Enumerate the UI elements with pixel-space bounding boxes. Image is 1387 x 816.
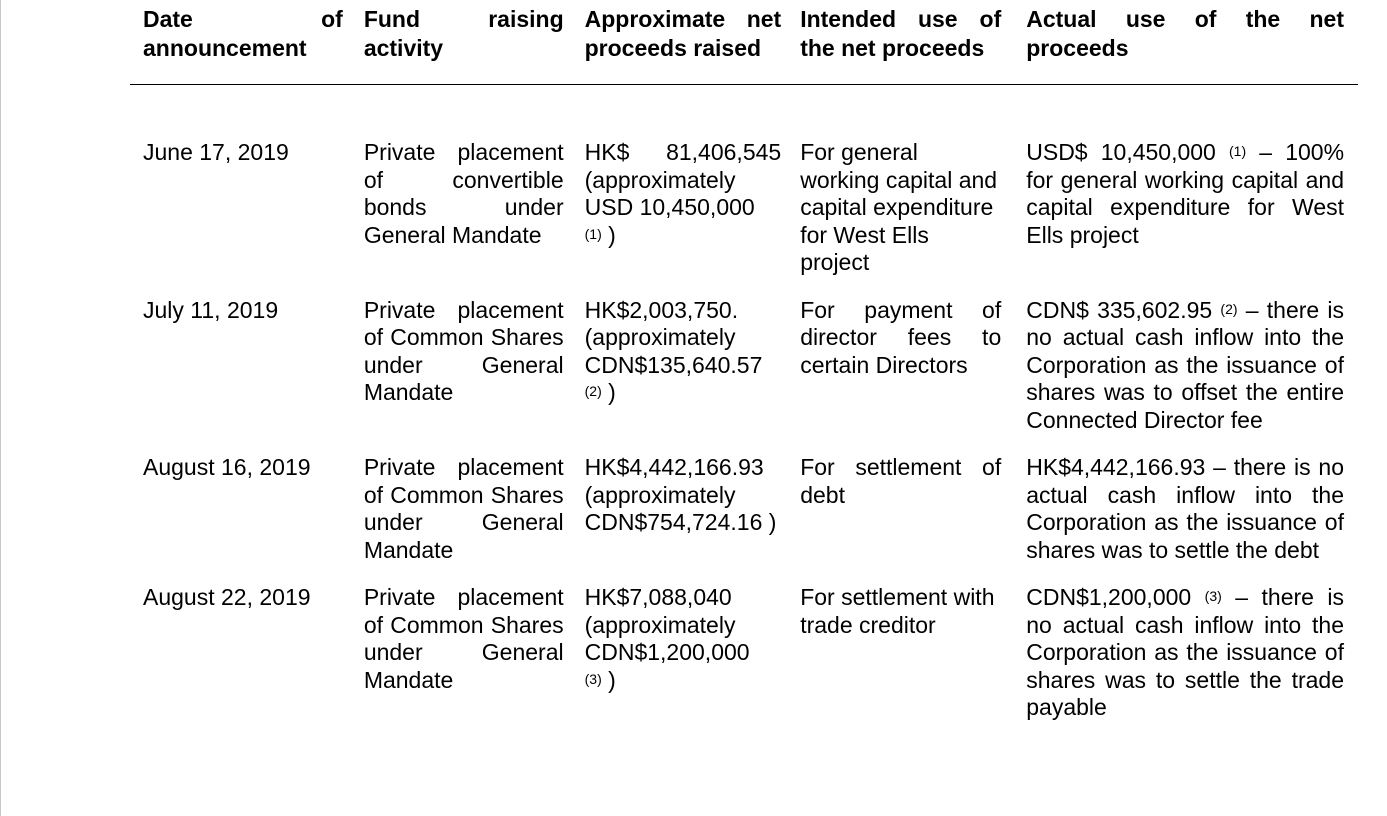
cell-net-proceeds [572,85,790,297]
actual-amount: HK$4,442,166.93 [1026,454,1206,480]
table-row [130,454,1358,584]
cell-net-proceeds [572,584,790,742]
page-left-border [0,0,1,816]
actual-use-text: – 100% for general working capital and capital expenditure for West Ells project [1026,139,1345,248]
actual-amount: CDN$1,200,000 [1026,584,1192,610]
net-proceeds-text: HK$4,442,166.93 (approximately CDN$754,724.16 ) [584,454,777,535]
footnote-ref: (2) [584,383,602,399]
cell-net-proceeds [572,454,790,584]
actual-use-text: – there is no actual cash inflow into the Corporation as the issuance of shares was to settle the debt [1026,454,1344,563]
net-proceeds-footnote-line [585,667,782,695]
cell-fund-activity: Private placement of convertible bonds under General Mandate [363,139,564,248]
cell-intended-use: For general working capital and capital expenditure for West Ells project [800,139,998,275]
table-row [130,297,1358,455]
cell-date: July 11, 2019 [143,296,279,323]
footnote-ref: (3) [584,670,602,687]
cell-actual-use [1013,297,1358,455]
actual-use-text: – there is no actual cash inflow into the Corporation as the issuance of shares was to offset the entire Connected Director fee [1026,296,1345,433]
footnote-ref: (3) [1204,588,1222,604]
net-proceeds-footnote-line [585,379,782,407]
cell-fund-activity: Private placement of Common Shares under General Mandate [363,584,564,693]
header-actual-use: Actual use of the net proceeds [1013,0,1358,85]
cell-intended-use: For settlement of debt [800,454,1002,508]
table-body [130,85,1358,742]
closing-paren: ) [608,379,616,405]
cell-date: August 22, 2019 [143,584,311,610]
cell-intended-use: For payment of director fees to certain Directors [800,296,1002,378]
actual-amount: USD$ 10,450,000 [1026,139,1216,165]
closing-paren: ) [608,666,616,693]
cell-date: August 16, 2019 [143,454,311,480]
table-row [130,85,1358,297]
net-proceeds-text: HK$2,003,750. (approximately CDN$135,640.57 [584,296,763,378]
cell-actual-use [1013,584,1358,742]
footnote-ref: (2) [1220,300,1238,317]
actual-amount: CDN$ 335,602.95 [1026,296,1213,323]
cell-fund-activity: Private placement of Common Shares under General Mandate [363,296,564,405]
table-row [130,584,1358,742]
header-date: Date of announcement [130,0,351,85]
cell-intended-use: For settlement with trade creditor [800,584,995,638]
table-header [130,0,1358,85]
cell-actual-use [1013,454,1358,584]
header-net-proceeds-raised: Approximate net proceeds raised [572,0,790,85]
net-proceeds-text: HK$ 81,406,545 (approximately USD 10,450,000 [584,139,782,220]
net-proceeds-text: HK$7,088,040 (approximately CDN$1,200,000 [584,584,750,665]
header-fund-raising-activity: Fund raising activity [351,0,572,85]
footnote-ref: (1) [1229,143,1247,159]
fund-raising-table [130,0,1358,742]
header-intended-use: Intended use of the net proceeds [789,0,1013,85]
cell-net-proceeds [572,297,790,455]
actual-use-text: – there is no actual cash inflow into the Corporation as the issuance of shares was to settle the trade payable [1026,584,1345,720]
closing-paren: ) [608,221,616,248]
header-row [130,0,1358,85]
cell-actual-use [1013,85,1358,297]
cell-date: June 17, 2019 [143,139,289,165]
net-proceeds-footnote-line [585,222,782,250]
footnote-ref: (1) [584,225,602,242]
cell-fund-activity: Private placement of Common Shares under General Mandate [363,454,564,563]
